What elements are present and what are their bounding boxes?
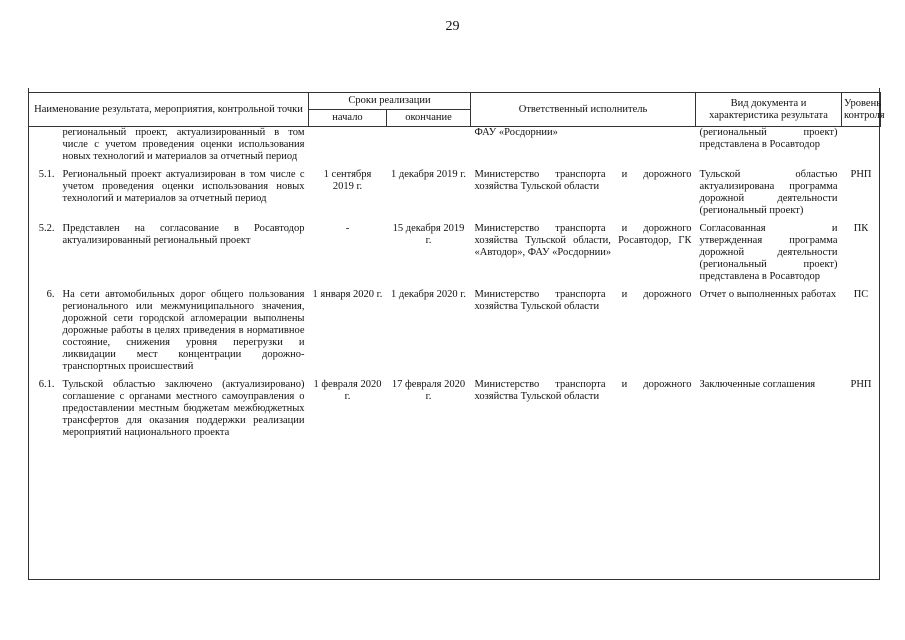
cell-responsible: Министерство транспорта и дорожного хозяйства Тульской области bbox=[474, 169, 692, 192]
cell-end: 1 декабря 2019 г. bbox=[391, 169, 466, 180]
cell-start: 1 сентября 2019 г. bbox=[323, 169, 372, 192]
header-responsible: Ответственный исполнитель bbox=[471, 93, 696, 127]
cell-responsible: Министерство транспорта и дорожного хозяйства Тульской области bbox=[474, 379, 692, 402]
cell-level: ПС bbox=[853, 289, 869, 300]
table-row bbox=[29, 289, 881, 373]
cell-responsible: ФАУ «Росдорнии» bbox=[474, 127, 558, 138]
cell-name: Представлен на согласование в Росавтодор актуализированный региональный проект bbox=[62, 223, 305, 246]
page-number: 29 bbox=[445, 19, 460, 34]
cell-doc: Отчет о выполненных работах bbox=[699, 289, 837, 300]
header-end: окончание bbox=[387, 110, 471, 127]
cell-doc: Тульской областью актуализирована программа дорожной деятельности (региональный проект) bbox=[699, 169, 838, 216]
implementation-plan-table bbox=[28, 92, 885, 439]
cell-responsible: Министерство транспорта и дорожного хозяйства Тульской области bbox=[474, 289, 692, 312]
cell-level: РНП bbox=[850, 169, 872, 180]
cell-num: 5.2. bbox=[38, 223, 55, 234]
table-row bbox=[29, 169, 881, 217]
header-row bbox=[29, 93, 881, 110]
cell-start: 1 февраля 2020 г. bbox=[313, 379, 382, 402]
table-row-continuation bbox=[29, 127, 881, 164]
cell-responsible: Министерство транспорта и дорожного хозяйства Тульской области, Росавтодор, ГК «Автодор», ФАУ «Росдорнии» bbox=[474, 223, 692, 258]
header-terms: Сроки реализации bbox=[309, 93, 471, 110]
table-row bbox=[29, 223, 881, 283]
cell-name: Тульской областью заключено (актуализировано) соглашение с органами местного самоуправления о предоставлении местным бюджетам межбюджетных трансфертов для оказания поддержки реализации мероприятий национального проекта bbox=[62, 379, 305, 438]
cell-level: РНП bbox=[850, 379, 872, 390]
cell-name: региональный проект, актуализированный в том числе с учетом проведения оценки использования новых технологий и материалов за отчетный период bbox=[62, 127, 305, 162]
cell-doc: Заключенные соглашения bbox=[699, 379, 816, 390]
cell-start: 1 января 2020 г. bbox=[312, 289, 383, 300]
header-start: начало bbox=[309, 110, 387, 127]
cell-doc: Согласованная и утвержденная программа дорожной деятельности (региональный проект) представлена в Росавтодор bbox=[699, 223, 838, 282]
cell-doc: (региональный проект) представлена в Росавтодор bbox=[699, 127, 838, 150]
cell-name: На сети автомобильных дорог общего пользования регионального или межмуниципального значения, дорожной сети городской агломерации выполнены дорожные работы в целях приведения в нормативное состояние, снижения уровня перегрузки и ликвидации мест концентрации дорожно-транспортных происшествий bbox=[62, 289, 305, 372]
cell-end: 1 декабря 2020 г. bbox=[391, 289, 466, 300]
cell-end: 15 декабря 2019 г. bbox=[392, 223, 465, 246]
cell-num: 6.1. bbox=[38, 379, 55, 390]
cell-name: Региональный проект актуализирован в том числе с учетом проведения оценки использования новых технологий и материалов за отчетный период bbox=[62, 169, 305, 204]
cell-level: ПК bbox=[853, 223, 869, 234]
table-row bbox=[29, 379, 881, 439]
cell-num: 5.1. bbox=[38, 169, 55, 180]
cell-start: - bbox=[345, 223, 350, 234]
header-doc-type: Вид документа и характеристика результата bbox=[696, 93, 842, 127]
header-control-level: Уровень контроля bbox=[842, 93, 881, 127]
cell-num: 6. bbox=[46, 289, 55, 300]
header-name: Наименование результата, мероприятия, контрольной точки bbox=[29, 93, 309, 127]
cell-end: 17 февраля 2020 г. bbox=[391, 379, 466, 402]
